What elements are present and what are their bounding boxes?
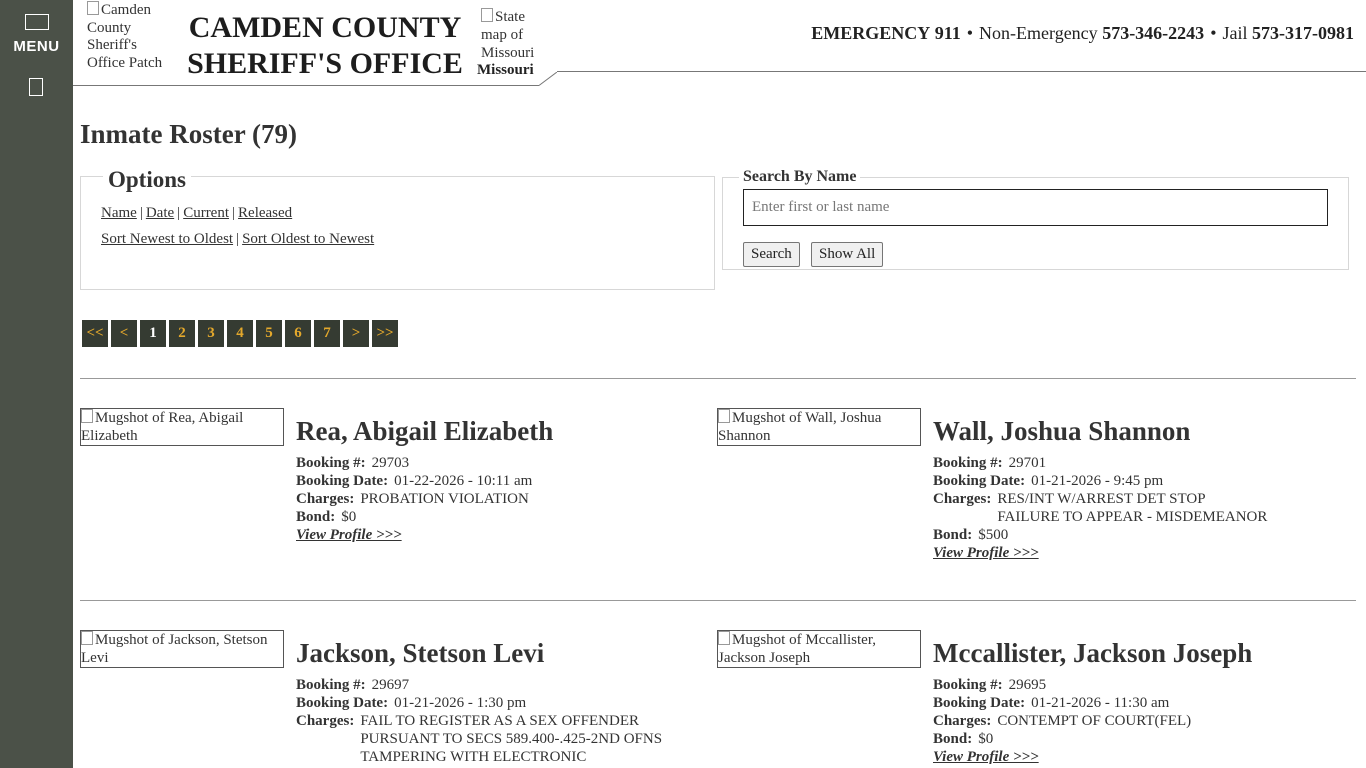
state-map-alt-text: State map of Missouri: [481, 9, 535, 61]
mugshot-image[interactable]: [717, 630, 921, 668]
bond-label: Bond:: [933, 731, 973, 747]
bond-row: [296, 508, 716, 526]
broken-image-icon: [87, 1, 99, 15]
roster-divider: [80, 378, 1356, 379]
state-name: Missouri: [477, 62, 534, 78]
broken-image-icon: [718, 631, 730, 645]
booking-number-label: Booking #:: [933, 677, 1003, 693]
charges-value: CONTEMPT OF COURT(FEL): [997, 713, 1192, 729]
hamburger-icon: [25, 14, 49, 30]
sheriff-patch-logo[interactable]: [87, 1, 167, 73]
page-next-button[interactable]: >: [343, 320, 369, 347]
broken-image-icon: [481, 8, 493, 22]
search-input[interactable]: [743, 189, 1328, 226]
booking-number-row: [933, 454, 1353, 472]
mugshot-alt-text: Mugshot of Mccallister, Jackson Joseph: [718, 632, 876, 666]
inmate-name: Jackson, Stetson Levi: [296, 638, 545, 668]
charges-row: [933, 712, 1353, 730]
header-divider: [557, 71, 1366, 72]
page-first-button[interactable]: <<: [82, 320, 108, 347]
options-panel: [80, 167, 715, 290]
booking-number-value: 29695: [1008, 677, 1047, 693]
emergency-label: EMERGENCY: [811, 23, 931, 43]
sort-name-link[interactable]: Name: [101, 205, 137, 221]
bond-label: Bond:: [296, 509, 336, 525]
inmate-details: [933, 636, 1353, 766]
state-map-image: [481, 8, 551, 62]
inmate-details: [296, 414, 716, 544]
menu-button[interactable]: [0, 12, 73, 55]
booking-number-value: 29701: [1008, 455, 1047, 471]
header-divider: [73, 85, 539, 86]
separator-dot: •: [1210, 23, 1217, 43]
page-2-button[interactable]: 2: [169, 320, 195, 347]
bond-label: Bond:: [933, 527, 973, 543]
booking-number-row: [296, 676, 716, 694]
inmate-details: [296, 636, 716, 766]
jail-number[interactable]: 573-317-0981: [1252, 23, 1354, 43]
booking-date-label: Booking Date:: [933, 695, 1026, 711]
mugshot-image[interactable]: [80, 408, 284, 446]
office-title-line2: SHERIFF'S OFFICE: [187, 47, 463, 80]
filter-current-link[interactable]: Current: [183, 205, 230, 221]
booking-number-label: Booking #:: [933, 455, 1003, 471]
sort-order-links: [101, 231, 374, 248]
inmate-name: Mccallister, Jackson Joseph: [933, 638, 1253, 668]
menu-label: MENU: [13, 38, 60, 55]
header-divider-angle: [539, 72, 557, 86]
sort-newest-link[interactable]: Sort Newest to Oldest: [101, 231, 234, 247]
link-separator: |: [236, 231, 240, 247]
search-panel: [722, 168, 1349, 270]
inmate-details: [933, 414, 1353, 562]
view-profile-link[interactable]: View Profile >>>: [933, 545, 1039, 561]
page-7-button[interactable]: 7: [314, 320, 340, 347]
booking-date-row: [933, 694, 1353, 712]
charges-row: [296, 712, 716, 766]
bond-value: $0: [978, 731, 994, 747]
charges-label: Charges:: [296, 713, 355, 729]
charges-row: [296, 490, 716, 508]
sort-by-links: [101, 205, 292, 222]
page-prev-button[interactable]: <: [111, 320, 137, 347]
page-4-button[interactable]: 4: [227, 320, 253, 347]
bond-value: $0: [341, 509, 357, 525]
booking-date-value: 01-22-2026 - 10:11 am: [394, 473, 533, 489]
booking-number-value: 29703: [371, 455, 410, 471]
page-title: Inmate Roster (79): [80, 119, 297, 149]
booking-date-label: Booking Date:: [296, 695, 389, 711]
booking-date-value: 01-21-2026 - 11:30 am: [1031, 695, 1170, 711]
roster-divider: [80, 600, 1356, 601]
mugshot-image[interactable]: [717, 408, 921, 446]
page-5-button[interactable]: 5: [256, 320, 282, 347]
page-last-button[interactable]: >>: [372, 320, 398, 347]
booking-date-value: 01-21-2026 - 9:45 pm: [1031, 473, 1164, 489]
search-icon[interactable]: [29, 78, 43, 96]
booking-number-value: 29697: [371, 677, 410, 693]
search-legend: Search By Name: [739, 168, 860, 186]
sort-date-link[interactable]: Date: [145, 205, 175, 221]
view-profile-link[interactable]: View Profile >>>: [296, 527, 402, 543]
broken-image-icon: [81, 409, 93, 423]
sheriff-patch-alt-text: Camden County Sheriff's Office Patch: [87, 2, 163, 72]
nonemergency-number[interactable]: 573-346-2243: [1102, 23, 1205, 43]
sort-oldest-link[interactable]: Sort Oldest to Newest: [242, 231, 375, 247]
emergency-number[interactable]: 911: [934, 23, 961, 43]
booking-number-row: [296, 454, 716, 472]
jail-label: Jail: [1222, 23, 1248, 43]
pagination: [82, 320, 398, 347]
booking-date-row: [933, 472, 1353, 490]
booking-date-value: 01-21-2026 - 1:30 pm: [394, 695, 527, 711]
booking-date-row: [296, 694, 716, 712]
charges-label: Charges:: [933, 491, 992, 507]
site-header: [73, 0, 1366, 86]
booking-date-row: [296, 472, 716, 490]
mugshot-alt-text: Mugshot of Rea, Abigail Elizabeth: [81, 410, 244, 444]
page-3-button[interactable]: 3: [198, 320, 224, 347]
nonemergency-label: Non-Emergency: [979, 23, 1098, 43]
mugshot-alt-text: Mugshot of Jackson, Stetson Levi: [81, 632, 268, 666]
page-1-button[interactable]: 1: [140, 320, 166, 347]
charges-value: PROBATION VIOLATION: [360, 491, 529, 507]
broken-image-icon: [718, 409, 730, 423]
filter-released-link[interactable]: Released: [238, 205, 293, 221]
bond-row: [933, 730, 1353, 748]
page-6-button[interactable]: 6: [285, 320, 311, 347]
inmate-name: Wall, Joshua Shannon: [933, 416, 1191, 446]
view-profile-link[interactable]: View Profile >>>: [933, 749, 1039, 765]
charges-value: FAIL TO REGISTER AS A SEX OFFENDER PURSUANT TO SECS 589.400-.425-2ND OFNS TAMPERING WITH ELECTRONIC: [360, 713, 663, 765]
booking-date-label: Booking Date:: [933, 473, 1026, 489]
broken-image-icon: [81, 631, 93, 645]
booking-date-label: Booking Date:: [296, 473, 389, 489]
link-separator: |: [232, 205, 236, 221]
show-all-button[interactable]: Show All: [811, 242, 883, 267]
charges-value: RES/INT W/ARREST DET STOP FAILURE TO APPEAR - MISDEMEANOR: [997, 491, 1268, 525]
contact-numbers: [811, 23, 1354, 44]
bond-row: [933, 526, 1353, 544]
office-title[interactable]: [185, 10, 465, 82]
bond-value: $500: [978, 527, 1009, 543]
link-separator: |: [177, 205, 181, 221]
options-legend: Options: [103, 167, 191, 193]
inmate-name: Rea, Abigail Elizabeth: [296, 416, 554, 446]
booking-number-label: Booking #:: [296, 455, 366, 471]
search-button[interactable]: Search: [743, 242, 800, 267]
booking-number-row: [933, 676, 1353, 694]
mugshot-alt-text: Mugshot of Wall, Joshua Shannon: [718, 410, 882, 444]
mugshot-image[interactable]: [80, 630, 284, 668]
charges-row: [933, 490, 1353, 526]
charges-label: Charges:: [933, 713, 992, 729]
booking-number-label: Booking #:: [296, 677, 366, 693]
separator-dot: •: [966, 23, 974, 43]
link-separator: |: [139, 205, 143, 221]
office-title-line1: CAMDEN COUNTY: [188, 11, 462, 44]
side-nav-rail: [0, 0, 73, 768]
charges-label: Charges:: [296, 491, 355, 507]
